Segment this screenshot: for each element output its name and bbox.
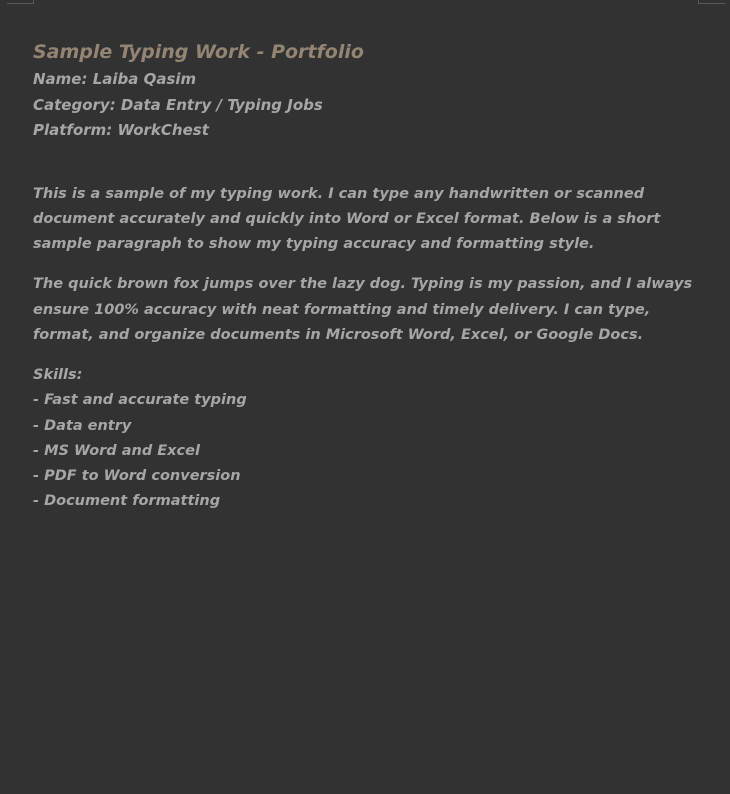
category-line: Category: Data Entry / Typing Jobs: [33, 95, 323, 114]
skills-list: [33, 388, 705, 514]
skill-item: - MS Word and Excel: [33, 442, 200, 459]
skill-item: - Document formatting: [33, 493, 221, 510]
platform-line: Platform: WorkChest: [33, 121, 209, 139]
intro-paragraph: This is a sample of my typing work. I can type any handwritten or scanned document accurately and quickly into Word or Excel format. Below is a short sample paragraph to show my typing accuracy and formatting style.: [33, 185, 661, 253]
skill-item: - Data entry: [33, 417, 132, 434]
skills-heading: Skills:: [33, 367, 83, 384]
skill-item: - Fast and accurate typing: [33, 392, 247, 409]
sample-paragraph: The quick brown fox jumps over the lazy dog. Typing is my passion, and I always ensure 100% accuracy with neat formatting and timely delivery. I can type, format, and organize documents in Microsoft Word, Excel, or Google Docs.: [33, 276, 693, 343]
page-corner-mark-right: [698, 0, 725, 4]
document-page: [33, 37, 705, 515]
name-line: Name: Laiba Qasim: [33, 70, 197, 88]
page-corner-mark-left: [7, 0, 34, 4]
document-title: Sample Typing Work - Portfolio: [33, 41, 364, 63]
skill-item: - PDF to Word conversion: [33, 468, 241, 485]
skills-section: [33, 363, 705, 514]
